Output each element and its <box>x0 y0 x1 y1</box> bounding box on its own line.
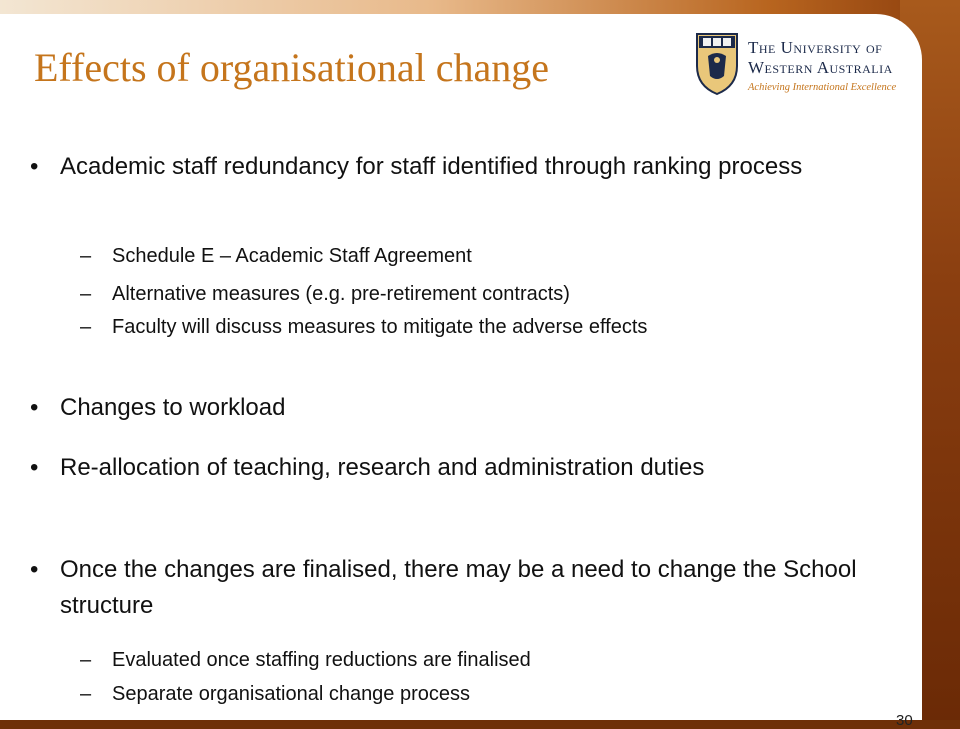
dash-glyph: – <box>80 316 92 338</box>
sub-item-4-2 <box>80 678 832 710</box>
sub-item-text: Evaluated once staffing reductions are finalised <box>112 649 531 671</box>
dash-glyph: – <box>80 649 92 671</box>
sub-item-text: Faculty will discuss measures to mitigate the adverse effects <box>112 316 648 338</box>
bullet-text: Once the changes are finalised, there may be a need to change the School structure <box>60 556 857 619</box>
university-name-line1: The University of <box>748 38 883 57</box>
bullet-item-1 <box>30 149 860 185</box>
bullet-glyph: • <box>30 394 39 421</box>
dash-glyph: – <box>80 683 92 705</box>
slide-canvas <box>0 14 922 729</box>
sub-item-1-1 <box>80 240 832 272</box>
bullet-item-2 <box>30 390 860 426</box>
sub-item-text: Separate organisational change process <box>112 683 471 705</box>
bullet-glyph: • <box>30 153 39 180</box>
sub-item-text: Schedule E – Academic Staff Agreement <box>112 245 472 267</box>
university-motto: Achieving International Excellence <box>748 82 897 93</box>
bullet-item-3 <box>30 450 860 486</box>
sub-item-1-3 <box>80 311 832 343</box>
sub-item-4-1 <box>80 644 832 676</box>
bullet-item-4 <box>30 552 860 624</box>
dash-glyph: – <box>80 245 92 267</box>
university-name-line2: Western Australia <box>748 58 893 77</box>
page-number: 30 <box>896 712 913 729</box>
crest-icon <box>694 32 740 96</box>
bullet-glyph: • <box>30 556 39 583</box>
university-name <box>748 38 893 78</box>
bullet-glyph: • <box>30 454 39 481</box>
university-logo <box>694 32 914 102</box>
bullet-text: Re-allocation of teaching, research and administration duties <box>60 454 705 481</box>
bullet-text: Changes to workload <box>60 394 286 421</box>
sub-item-text: Alternative measures (e.g. pre-retirement contracts) <box>112 283 570 305</box>
slide-title: Effects of organisational change <box>34 45 549 90</box>
dash-glyph: – <box>80 283 92 305</box>
bullet-text: Academic staff redundancy for staff identified through ranking process <box>60 153 803 180</box>
sub-item-1-2 <box>80 278 832 310</box>
